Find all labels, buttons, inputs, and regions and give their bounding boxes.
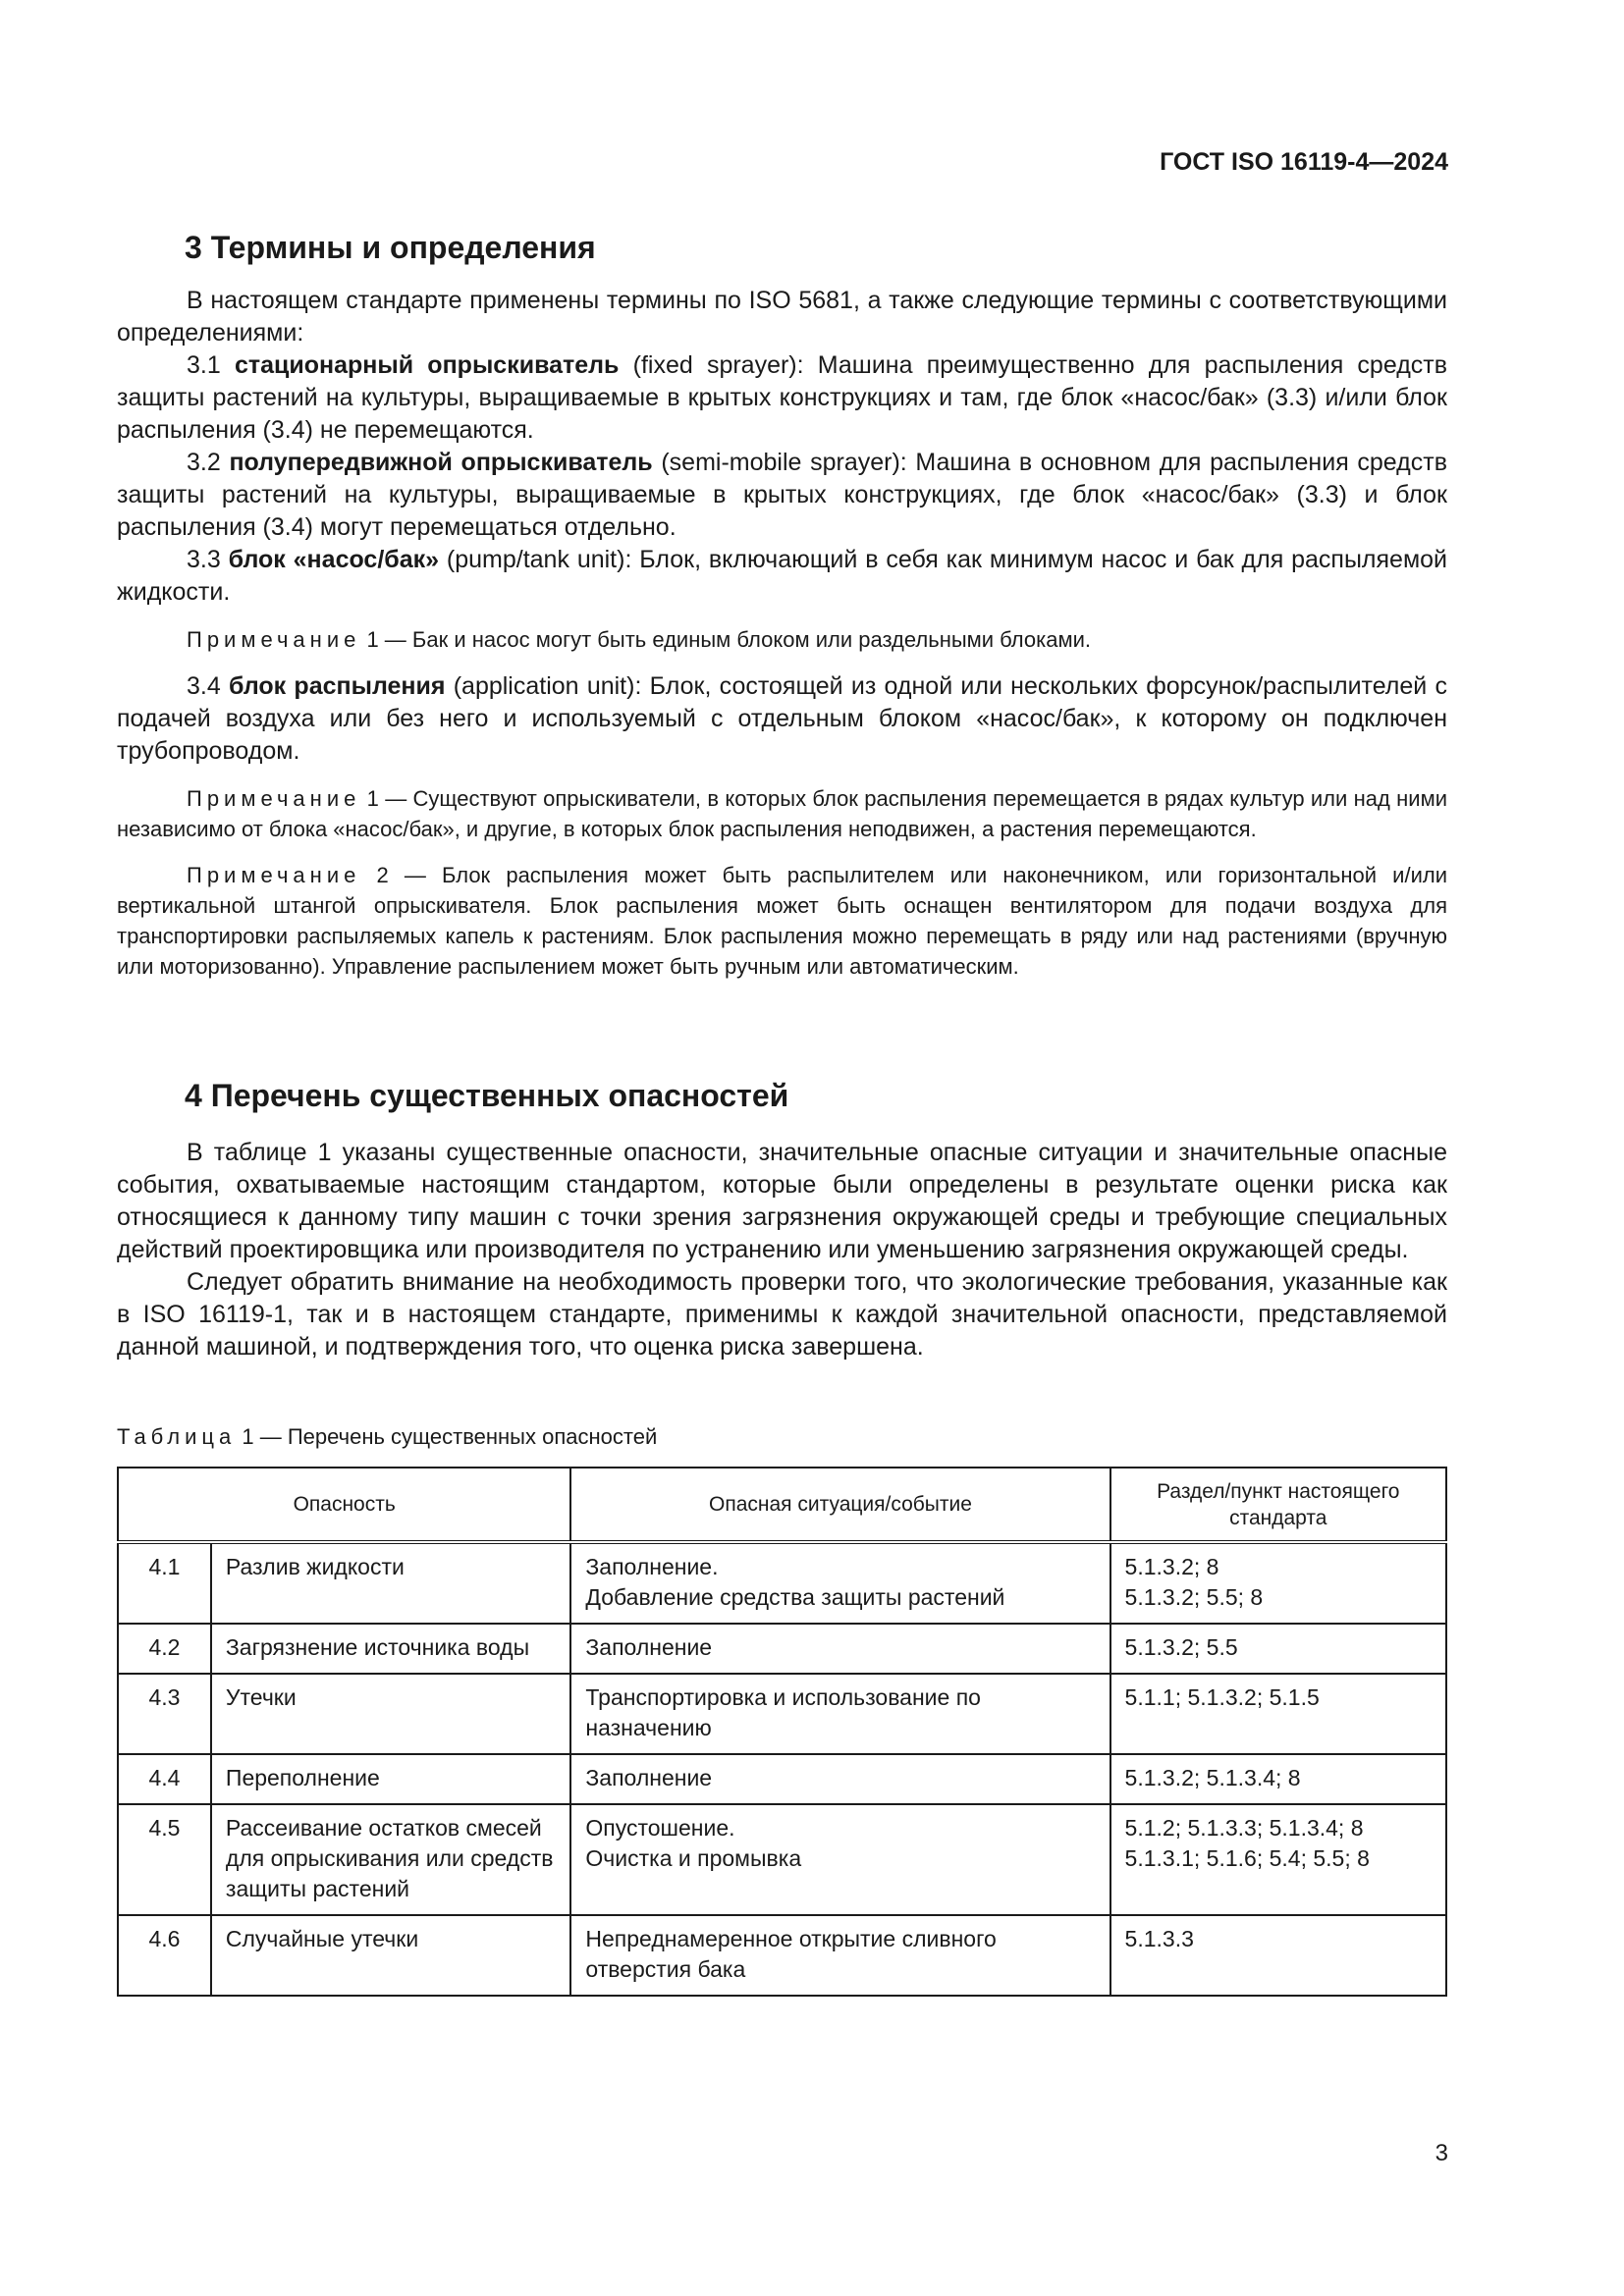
note-label: Примечание — [187, 863, 361, 887]
section-3-title: 3 Термины и определения — [185, 230, 596, 265]
note-3-4-1 — [117, 783, 1447, 844]
clause-line: 5.1.2; 5.1.3.3; 5.1.3.4; 8 — [1124, 1815, 1364, 1841]
row-hazard: Утечки — [211, 1674, 571, 1754]
term-number: 3.1 — [187, 351, 221, 379]
term-name: стационарный опрыскиватель — [234, 351, 620, 379]
clause-line: 5.1.3.3 — [1124, 1926, 1194, 1951]
note-3-3 — [117, 624, 1447, 655]
term-number: 3.4 — [187, 672, 221, 700]
row-hazard: Случайные утечки — [211, 1915, 571, 1996]
situation-line: Заполнение. — [585, 1554, 719, 1579]
row-number: 4.4 — [118, 1754, 211, 1804]
page-number: 3 — [1435, 2140, 1448, 2166]
table-row — [118, 1674, 1446, 1754]
table-row — [118, 1754, 1446, 1804]
term-definition: (semi-mobile sprayer): Машина в основном для распыления средств защиты растений на культуры, выращиваемые в крытых конструкциях, где блок «насос/бак» (3.3) и блок распыления (3.4) могут перемещаться отдельно. — [117, 449, 1447, 541]
situation-line: Заполнение — [585, 1634, 713, 1660]
note-label: Примечание — [187, 627, 361, 652]
row-clause — [1110, 1804, 1446, 1915]
section-4-body — [117, 1137, 1447, 1363]
row-situation — [570, 1674, 1110, 1754]
row-clause — [1110, 1915, 1446, 1996]
note-text: 2 — Блок распыления может быть распылителем или наконечником, или горизонтальной и/или вертикальной штангой опрыскивателя. Блок распыления может быть оснащен вентилятором для подачи воздуха для транспортировки распыляемых капель к растениям. Блок распыления можно перемещать в ряду или над растениями (вручную или моторизованно). Управление распылением может быть ручным или автоматическим. — [117, 863, 1447, 979]
note-text: 1 — Бак и насос могут быть единым блоком или раздельными блоками. — [360, 627, 1091, 652]
table-row — [118, 1542, 1446, 1624]
row-clause — [1110, 1674, 1446, 1754]
row-clause — [1110, 1624, 1446, 1674]
term-3-3 — [117, 544, 1447, 609]
hazards-table — [117, 1467, 1447, 1997]
row-hazard: Разлив жидкости — [211, 1542, 571, 1624]
section-3-intro: В настоящем стандарте применены термины по ISO 5681, а также следующие термины с соответствующими определениями: — [117, 287, 1447, 347]
header-situation: Опасная ситуация/событие — [570, 1468, 1110, 1542]
note-text: 1 — Существуют опрыскиватели, в которых блок распыления перемещается в рядах культур или над ними независимо от блока «насос/бак», и другие, в которых блок распыления неподвижен, а растения перемещаются. — [117, 786, 1447, 841]
row-situation — [570, 1915, 1110, 1996]
clause-line: 5.1.1; 5.1.3.2; 5.1.5 — [1124, 1684, 1320, 1710]
term-3-2 — [117, 447, 1447, 544]
table-caption-text: 1 — Перечень существенных опасностей — [236, 1424, 658, 1449]
clause-line: 5.1.3.1; 5.1.6; 5.4; 5.5; 8 — [1124, 1845, 1370, 1871]
term-number: 3.3 — [187, 546, 221, 573]
term-name: полупередвижной опрыскиватель — [229, 449, 653, 476]
row-hazard: Загрязнение источника воды — [211, 1624, 571, 1674]
row-hazard: Рассеивание остатков смесей для опрыскивания или средств защиты растений — [211, 1804, 571, 1915]
table-row — [118, 1915, 1446, 1996]
section-4-title: 4 Перечень существенных опасностей — [185, 1078, 789, 1113]
row-clause — [1110, 1542, 1446, 1624]
header-clause: Раздел/пункт настоящего стандарта — [1110, 1468, 1446, 1542]
clause-line: 5.1.3.2; 5.1.3.4; 8 — [1124, 1765, 1301, 1790]
term-3-4 — [117, 670, 1447, 768]
clause-line: 5.1.3.2; 5.5 — [1124, 1634, 1238, 1660]
situation-line: Добавление средства защиты растений — [585, 1584, 1005, 1610]
situation-line: Транспортировка и использование по назначению — [585, 1684, 981, 1740]
term-3-1 — [117, 349, 1447, 447]
section-4-paragraph-1: В таблице 1 указаны существенные опасности, значительные опасные ситуации и значительные опасные события, охватываемые настоящим стандартом, которые были определены в результате оценки риска как относящиеся к данному типу машин с точки зрения загрязнения окружающей среды и требующие специальных действий проектировщика или производителя по устранению или уменьшению загрязнения окружающей среды. — [117, 1139, 1447, 1263]
situation-line: Очистка и промывка — [585, 1845, 802, 1871]
term-definition: (pump/tank unit): Блок, включающий в себя как минимум насос и бак для распыляемой жидкости. — [117, 546, 1448, 606]
situation-line: Заполнение — [585, 1765, 713, 1790]
section-3-body — [117, 285, 1447, 982]
situation-line: Опустошение. — [585, 1815, 735, 1841]
row-situation — [570, 1542, 1110, 1624]
row-situation — [570, 1624, 1110, 1674]
clause-line: 5.1.3.2; 8 — [1124, 1554, 1219, 1579]
section-4-paragraph-2: Следует обратить внимание на необходимость проверки того, что экологические требования, указанные как в ISO 16119-1, так и в настоящем стандарте, применимы к каждой значительной опасности, представляемой данной машиной, и подтверждения того, что оценка риска завершена. — [117, 1268, 1447, 1361]
table-row — [118, 1804, 1446, 1915]
term-name: блок распыления — [229, 672, 446, 700]
row-number: 4.3 — [118, 1674, 211, 1754]
table-row — [118, 1624, 1446, 1674]
note-label: Примечание — [187, 786, 361, 811]
term-name: блок «насос/бак» — [228, 546, 440, 573]
term-number: 3.2 — [187, 449, 221, 476]
row-situation — [570, 1804, 1110, 1915]
table-caption — [117, 1424, 657, 1450]
header-hazard: Опасность — [118, 1468, 570, 1542]
table-caption-label: Таблица — [117, 1424, 237, 1449]
clause-line: 5.1.3.2; 5.5; 8 — [1124, 1584, 1264, 1610]
row-hazard: Переполнение — [211, 1754, 571, 1804]
row-number: 4.2 — [118, 1624, 211, 1674]
row-situation — [570, 1754, 1110, 1804]
row-number: 4.5 — [118, 1804, 211, 1915]
term-definition: (application unit): Блок, состоящей из одной или нескольких форсунок/распылителей с подачей воздуха или без него и используемый с отдельным блоком «насос/бак», к которому он подключен трубопроводом. — [117, 672, 1447, 765]
situation-line: Непреднамеренное открытие сливного отверстия бака — [585, 1926, 997, 1982]
row-number: 4.6 — [118, 1915, 211, 1996]
note-3-4-2 — [117, 860, 1447, 982]
table-header-row — [118, 1468, 1446, 1542]
row-number: 4.1 — [118, 1542, 211, 1624]
row-clause — [1110, 1754, 1446, 1804]
document-id: ГОСТ ISO 16119-4—2024 — [1160, 148, 1448, 176]
term-definition: (fixed sprayer): Машина преимущественно для распыления средств защиты растений на культуры, выращиваемые в крытых конструкциях и там, где блок «насос/бак» (3.3) и/или блок распыления (3.4) не перемещаются. — [117, 351, 1448, 444]
